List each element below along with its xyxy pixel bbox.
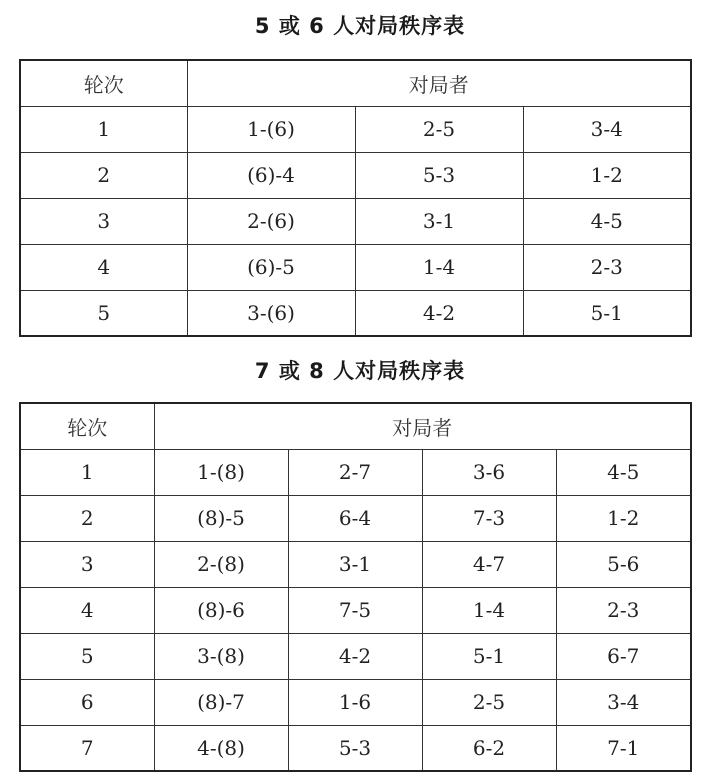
- pair-cell: 3-1: [355, 198, 523, 244]
- round-cell: 5: [20, 290, 187, 336]
- pair-cell: 1-2: [523, 152, 691, 198]
- pair-cell: 1-4: [355, 244, 523, 290]
- pair-cell: 2-3: [556, 587, 691, 633]
- pair-cell: 3-4: [556, 679, 691, 725]
- round-cell: 1: [20, 106, 187, 152]
- pair-cell: 2-5: [355, 106, 523, 152]
- pair-cell: 5-3: [355, 152, 523, 198]
- pair-cell: (8)-5: [154, 495, 288, 541]
- pair-cell: 1-4: [422, 587, 556, 633]
- pair-cell: 3-4: [523, 106, 691, 152]
- pair-cell: 5-3: [288, 725, 422, 771]
- pair-cell: 1-(6): [187, 106, 355, 152]
- pair-cell: 4-7: [422, 541, 556, 587]
- pair-cell: 7-5: [288, 587, 422, 633]
- pair-cell: 3-1: [288, 541, 422, 587]
- pair-cell: 4-2: [288, 633, 422, 679]
- table-row: [20, 587, 691, 633]
- table1-schedule: [19, 59, 692, 337]
- pair-cell: 3-(8): [154, 633, 288, 679]
- round-cell: 7: [20, 725, 154, 771]
- pair-cell: 2-3: [523, 244, 691, 290]
- pair-cell: 5-6: [556, 541, 691, 587]
- round-cell: 3: [20, 541, 154, 587]
- pair-cell: (8)-6: [154, 587, 288, 633]
- pair-cell: 6-7: [556, 633, 691, 679]
- table-row: [20, 106, 691, 152]
- round-cell: 6: [20, 679, 154, 725]
- table2-title: 7 或 8 人对局秩序表: [254, 359, 466, 383]
- round-cell: 4: [20, 587, 154, 633]
- round-cell: 2: [20, 152, 187, 198]
- pair-cell: 4-(8): [154, 725, 288, 771]
- pair-cell: 2-(6): [187, 198, 355, 244]
- pair-cell: 5-1: [422, 633, 556, 679]
- players-header: 对局者: [154, 403, 691, 449]
- pair-cell: 2-7: [288, 449, 422, 495]
- table-row: [20, 495, 691, 541]
- pair-cell: 6-2: [422, 725, 556, 771]
- players-header: 对局者: [187, 60, 691, 106]
- pair-cell: 3-(6): [187, 290, 355, 336]
- round-header: 轮次: [20, 403, 154, 449]
- pair-cell: 3-6: [422, 449, 556, 495]
- table-row: [20, 633, 691, 679]
- round-cell: 1: [20, 449, 154, 495]
- pair-cell: 7-1: [556, 725, 691, 771]
- pair-cell: 4-2: [355, 290, 523, 336]
- pair-cell: 1-6: [288, 679, 422, 725]
- pair-cell: 7-3: [422, 495, 556, 541]
- pair-cell: 6-4: [288, 495, 422, 541]
- pair-cell: 2-5: [422, 679, 556, 725]
- table2-schedule: [19, 402, 692, 772]
- table2-header-row: [20, 403, 691, 449]
- table-row: [20, 449, 691, 495]
- pair-cell: 1-(8): [154, 449, 288, 495]
- round-cell: 2: [20, 495, 154, 541]
- pair-cell: (8)-7: [154, 679, 288, 725]
- pair-cell: (6)-5: [187, 244, 355, 290]
- table-row: [20, 679, 691, 725]
- table1-header-row: [20, 60, 691, 106]
- pair-cell: 5-1: [523, 290, 691, 336]
- table-row: [20, 541, 691, 587]
- round-cell: 4: [20, 244, 187, 290]
- round-cell: 5: [20, 633, 154, 679]
- round-cell: 3: [20, 198, 187, 244]
- table-row: [20, 290, 691, 336]
- table-row: [20, 152, 691, 198]
- pair-cell: (6)-4: [187, 152, 355, 198]
- pair-cell: 4-5: [523, 198, 691, 244]
- pair-cell: 4-5: [556, 449, 691, 495]
- table-row: [20, 725, 691, 771]
- pair-cell: 2-(8): [154, 541, 288, 587]
- round-header: 轮次: [20, 60, 187, 106]
- table-row: [20, 244, 691, 290]
- pair-cell: 1-2: [556, 495, 691, 541]
- table1-title: 5 或 6 人对局秩序表: [254, 14, 466, 38]
- table-row: [20, 198, 691, 244]
